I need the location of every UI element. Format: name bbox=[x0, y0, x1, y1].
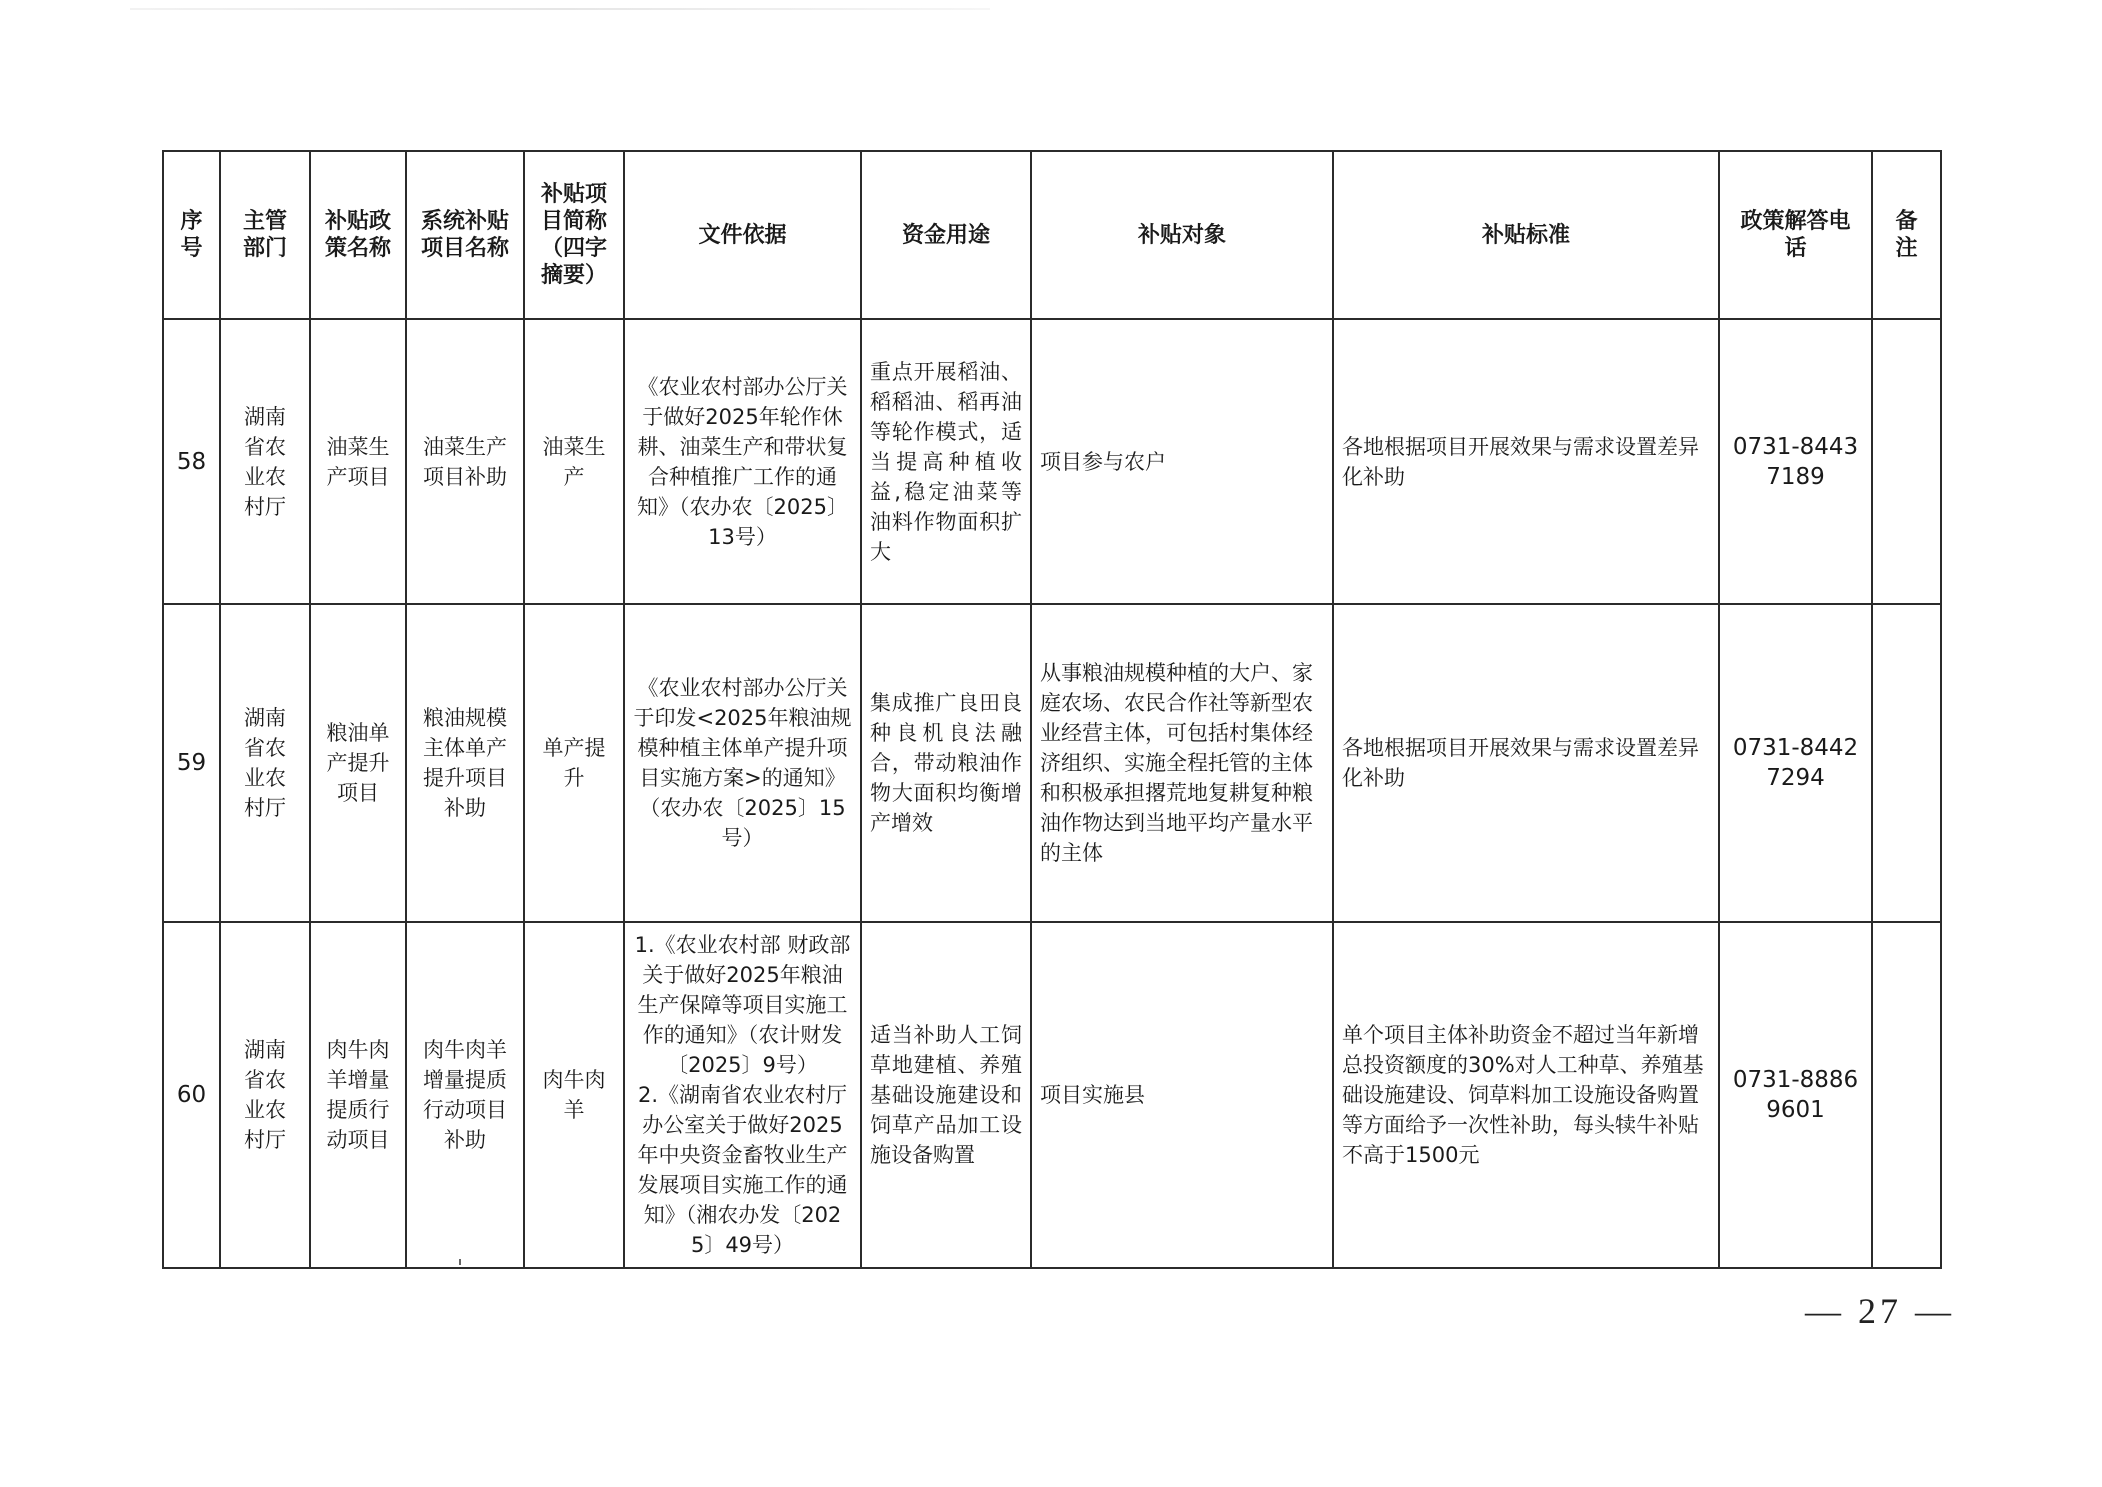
header-phone: 政策解答电 话 bbox=[1719, 151, 1872, 319]
table-row bbox=[163, 922, 1941, 1268]
cell-dept: 湖南 省农 业农 村厅 bbox=[220, 319, 310, 604]
cell-seq: 59 bbox=[163, 604, 220, 922]
cell-target: 从事粮油规模种植的大户、家庭农场、农民合作社等新型农业经营主体，可包括村集体经济组织、实施全程托管的主体和积极承担撂荒地复耕复种粮油作物达到当地平均产量水平的主体 bbox=[1031, 604, 1333, 922]
header-abbr: 补贴项 目简称 （四字 摘要） bbox=[524, 151, 624, 319]
cell-phone: 0731-8442 7294 bbox=[1719, 604, 1872, 922]
header-basis: 文件依据 bbox=[624, 151, 861, 319]
cell-standard: 各地根据项目开展效果与需求设置差异化补助 bbox=[1333, 604, 1719, 922]
cell-basis: 1.《农业农村部 财政部关于做好2025年粮油生产保障等项目实施工作的通知》（农计财发〔2025〕9号） 2.《湖南省农业农村厅办公室关于做好2025年中央资金畜牧业生产发展项目实施工作的通知》（湘农办发〔2025〕49号） bbox=[624, 922, 861, 1268]
cell-remark bbox=[1872, 319, 1941, 604]
page-number: — 27 — bbox=[1805, 1291, 1955, 1331]
cell-seq: 60 bbox=[163, 922, 220, 1268]
cell-target: 项目实施县 bbox=[1031, 922, 1333, 1268]
subsidy-policy-table bbox=[162, 150, 1942, 1269]
cell-abbr: 油菜生 产 bbox=[524, 319, 624, 604]
header-target: 补贴对象 bbox=[1031, 151, 1333, 319]
header-usage: 资金用途 bbox=[861, 151, 1031, 319]
header-dept: 主管 部门 bbox=[220, 151, 310, 319]
cell-standard: 各地根据项目开展效果与需求设置差异化补助 bbox=[1333, 319, 1719, 604]
cell-phone: 0731-8886 9601 bbox=[1719, 922, 1872, 1268]
scan-mark bbox=[459, 1259, 461, 1265]
header-policy-name: 补贴政 策名称 bbox=[310, 151, 406, 319]
cell-dept: 湖南 省农 业农 村厅 bbox=[220, 604, 310, 922]
header-standard: 补贴标准 bbox=[1333, 151, 1719, 319]
header-seq: 序 号 bbox=[163, 151, 220, 319]
scan-edge-artifact bbox=[130, 8, 990, 10]
cell-seq: 58 bbox=[163, 319, 220, 604]
cell-remark bbox=[1872, 604, 1941, 922]
cell-system-item: 粮油规模 主体单产 提升项目 补助 bbox=[406, 604, 524, 922]
table-row bbox=[163, 319, 1941, 604]
cell-usage: 重点开展稻油、稻稻油、稻再油等轮作模式，适当提高种植收益,稳定油菜等油料作物面积扩大 bbox=[861, 319, 1031, 604]
table-row bbox=[163, 604, 1941, 922]
header-remark: 备 注 bbox=[1872, 151, 1941, 319]
cell-phone: 0731-8443 7189 bbox=[1719, 319, 1872, 604]
cell-usage: 适当补助人工饲草地建植、养殖基础设施建设和饲草产品加工设施设备购置 bbox=[861, 922, 1031, 1268]
cell-abbr: 肉牛肉 羊 bbox=[524, 922, 624, 1268]
table-header-row bbox=[163, 151, 1941, 319]
cell-usage: 集成推广良田良种良机良法融合，带动粮油作物大面积均衡增产增效 bbox=[861, 604, 1031, 922]
cell-policy-name: 肉牛肉 羊增量 提质行 动项目 bbox=[310, 922, 406, 1268]
cell-target: 项目参与农户 bbox=[1031, 319, 1333, 604]
cell-basis: 《农业农村部办公厅关于印发<2025年粮油规模种植主体单产提升项目实施方案>的通知》（农办农〔2025〕15号） bbox=[624, 604, 861, 922]
cell-dept: 湖南 省农 业农 村厅 bbox=[220, 922, 310, 1268]
cell-remark bbox=[1872, 922, 1941, 1268]
cell-policy-name: 油菜生 产项目 bbox=[310, 319, 406, 604]
cell-system-item: 油菜生产 项目补助 bbox=[406, 319, 524, 604]
header-system-item: 系统补贴 项目名称 bbox=[406, 151, 524, 319]
cell-system-item: 肉牛肉羊 增量提质 行动项目 补助 bbox=[406, 922, 524, 1268]
cell-basis: 《农业农村部办公厅关于做好2025年轮作休耕、油菜生产和带状复合种植推广工作的通知》（农办农〔2025〕13号） bbox=[624, 319, 861, 604]
cell-standard: 单个项目主体补助资金不超过当年新增总投资额度的30%对人工种草、养殖基础设施建设、饲草料加工设施设备购置等方面给予一次性补助，每头犊牛补贴不高于1500元 bbox=[1333, 922, 1719, 1268]
cell-policy-name: 粮油单 产提升 项目 bbox=[310, 604, 406, 922]
cell-abbr: 单产提 升 bbox=[524, 604, 624, 922]
